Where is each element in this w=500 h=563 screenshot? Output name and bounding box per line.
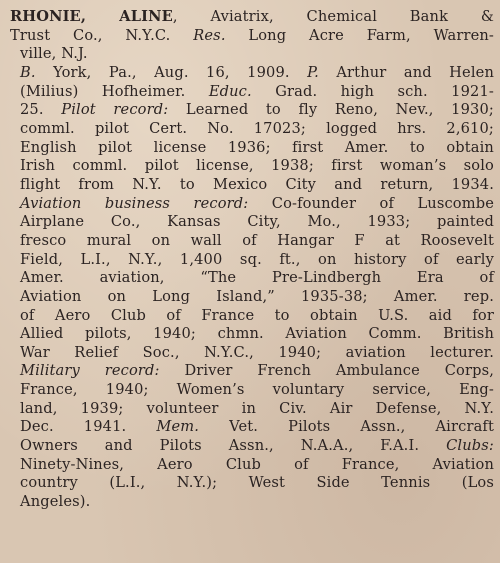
section-label: Mem. [156, 418, 200, 436]
entry-line [10, 381, 494, 400]
entry-text: English pilot license 1936; first Amer. to obtain [20, 138, 494, 156]
entry-line [10, 45, 494, 64]
section-label: Res. [193, 26, 226, 44]
biographical-entry [10, 8, 494, 512]
entry-text: , Aviatrix, Chemical Bank & [172, 8, 494, 25]
section-label: Clubs: [446, 437, 494, 455]
section-label: B. [20, 63, 36, 81]
entry-text: Dec. 1941. [20, 418, 157, 436]
entry-text: Allied pilots, 1940; chmn. Aviation Comm. British [20, 325, 494, 343]
entry-text: Vet. Pilots Assn., Aircraft [199, 418, 494, 436]
entry-text: land, 1939; volunteer in Civ. Air Defense, N.Y. [20, 399, 494, 417]
entry-line [10, 344, 494, 363]
entry-text: Arthur and Helen [318, 63, 494, 81]
entry-line [10, 325, 494, 344]
entry-line [10, 213, 494, 232]
entry-line [10, 139, 494, 158]
entry-line [10, 64, 494, 83]
entry-text: (Milius) Hofheimer. [20, 82, 209, 100]
entry-text: ville, N.J. [20, 45, 88, 63]
section-label: Pilot record: [61, 101, 169, 119]
entry-text: York, Pa., Aug. 16, 1909. [35, 63, 308, 81]
entry-text: Field, L.I., N.Y., 1,400 sq. ft., on history of early [20, 250, 494, 268]
entry-line [10, 400, 494, 419]
entry-text: Co-founder of Luscombe [248, 194, 495, 212]
entry-name: RHONIE, ALINE [10, 8, 173, 25]
entry-text: comml. pilot Cert. No. 17023; logged hrs. 2,610; [20, 119, 494, 137]
entry-line [10, 101, 494, 120]
entry-text: Amer. aviation, “The Pre-Lindbergh Era of [20, 269, 494, 287]
entry-line [10, 437, 494, 456]
entry-line [10, 251, 494, 270]
entry-line [10, 307, 494, 326]
entry-text: Trust Co., N.Y.C. [10, 26, 194, 44]
entry-text: War Relief Soc., N.Y.C., 1940; aviation lecturer. [20, 343, 494, 361]
entry-text: Ninety-Nines, Aero Club of France, Aviation [20, 455, 494, 473]
entry-text: Long Acre Farm, Warren- [225, 26, 494, 44]
entry-text: France, 1940; Women’s voluntary service, Eng- [20, 381, 494, 399]
section-label: P. [307, 63, 319, 81]
entry-text: Aviation on Long Island,” 1935-38; Amer. rep. [20, 287, 494, 305]
entry-text: Irish comml. pilot license, 1938; first woman’s solo [20, 157, 494, 175]
entry-text: 25. [20, 101, 62, 119]
entry-line [10, 83, 494, 102]
section-label: Military record: [20, 362, 160, 380]
entry-line [10, 27, 494, 46]
entry-text: Learned to fly Reno, Nev., 1930; [168, 101, 494, 119]
section-label: Aviation business record: [20, 194, 249, 212]
entry-line [10, 176, 494, 195]
entry-text: Angeles). [20, 493, 91, 511]
entry-line [10, 232, 494, 251]
entry-line [10, 288, 494, 307]
entry-line [10, 456, 494, 475]
entry-line [10, 8, 494, 27]
entry-line [10, 474, 494, 493]
entry-text: flight from N.Y. to Mexico City and return, 1934. [20, 175, 494, 193]
entry-text: Owners and Pilots Assn., N.A.A., F.A.I. [20, 437, 447, 455]
entry-text: country (L.I., N.Y.); West Side Tennis (Los [20, 474, 494, 492]
entry-text: Grad. high sch. 1921- [251, 82, 494, 100]
entry-text: Driver French Ambulance Corps, [159, 362, 494, 380]
entry-line [10, 362, 494, 381]
entry-line [10, 269, 494, 288]
entry-text: fresco mural on wall of Hangar F at Roosevelt [20, 231, 494, 249]
entry-line [10, 120, 494, 139]
entry-line [10, 418, 494, 437]
entry-line [10, 157, 494, 176]
section-label: Educ. [208, 82, 252, 100]
entry-text: of Aero Club of France to obtain U.S. aid for [20, 306, 494, 324]
entry-line [10, 195, 494, 214]
entry-text: Airplane Co., Kansas City, Mo., 1933; painted [20, 213, 494, 231]
entry-line [10, 493, 494, 512]
